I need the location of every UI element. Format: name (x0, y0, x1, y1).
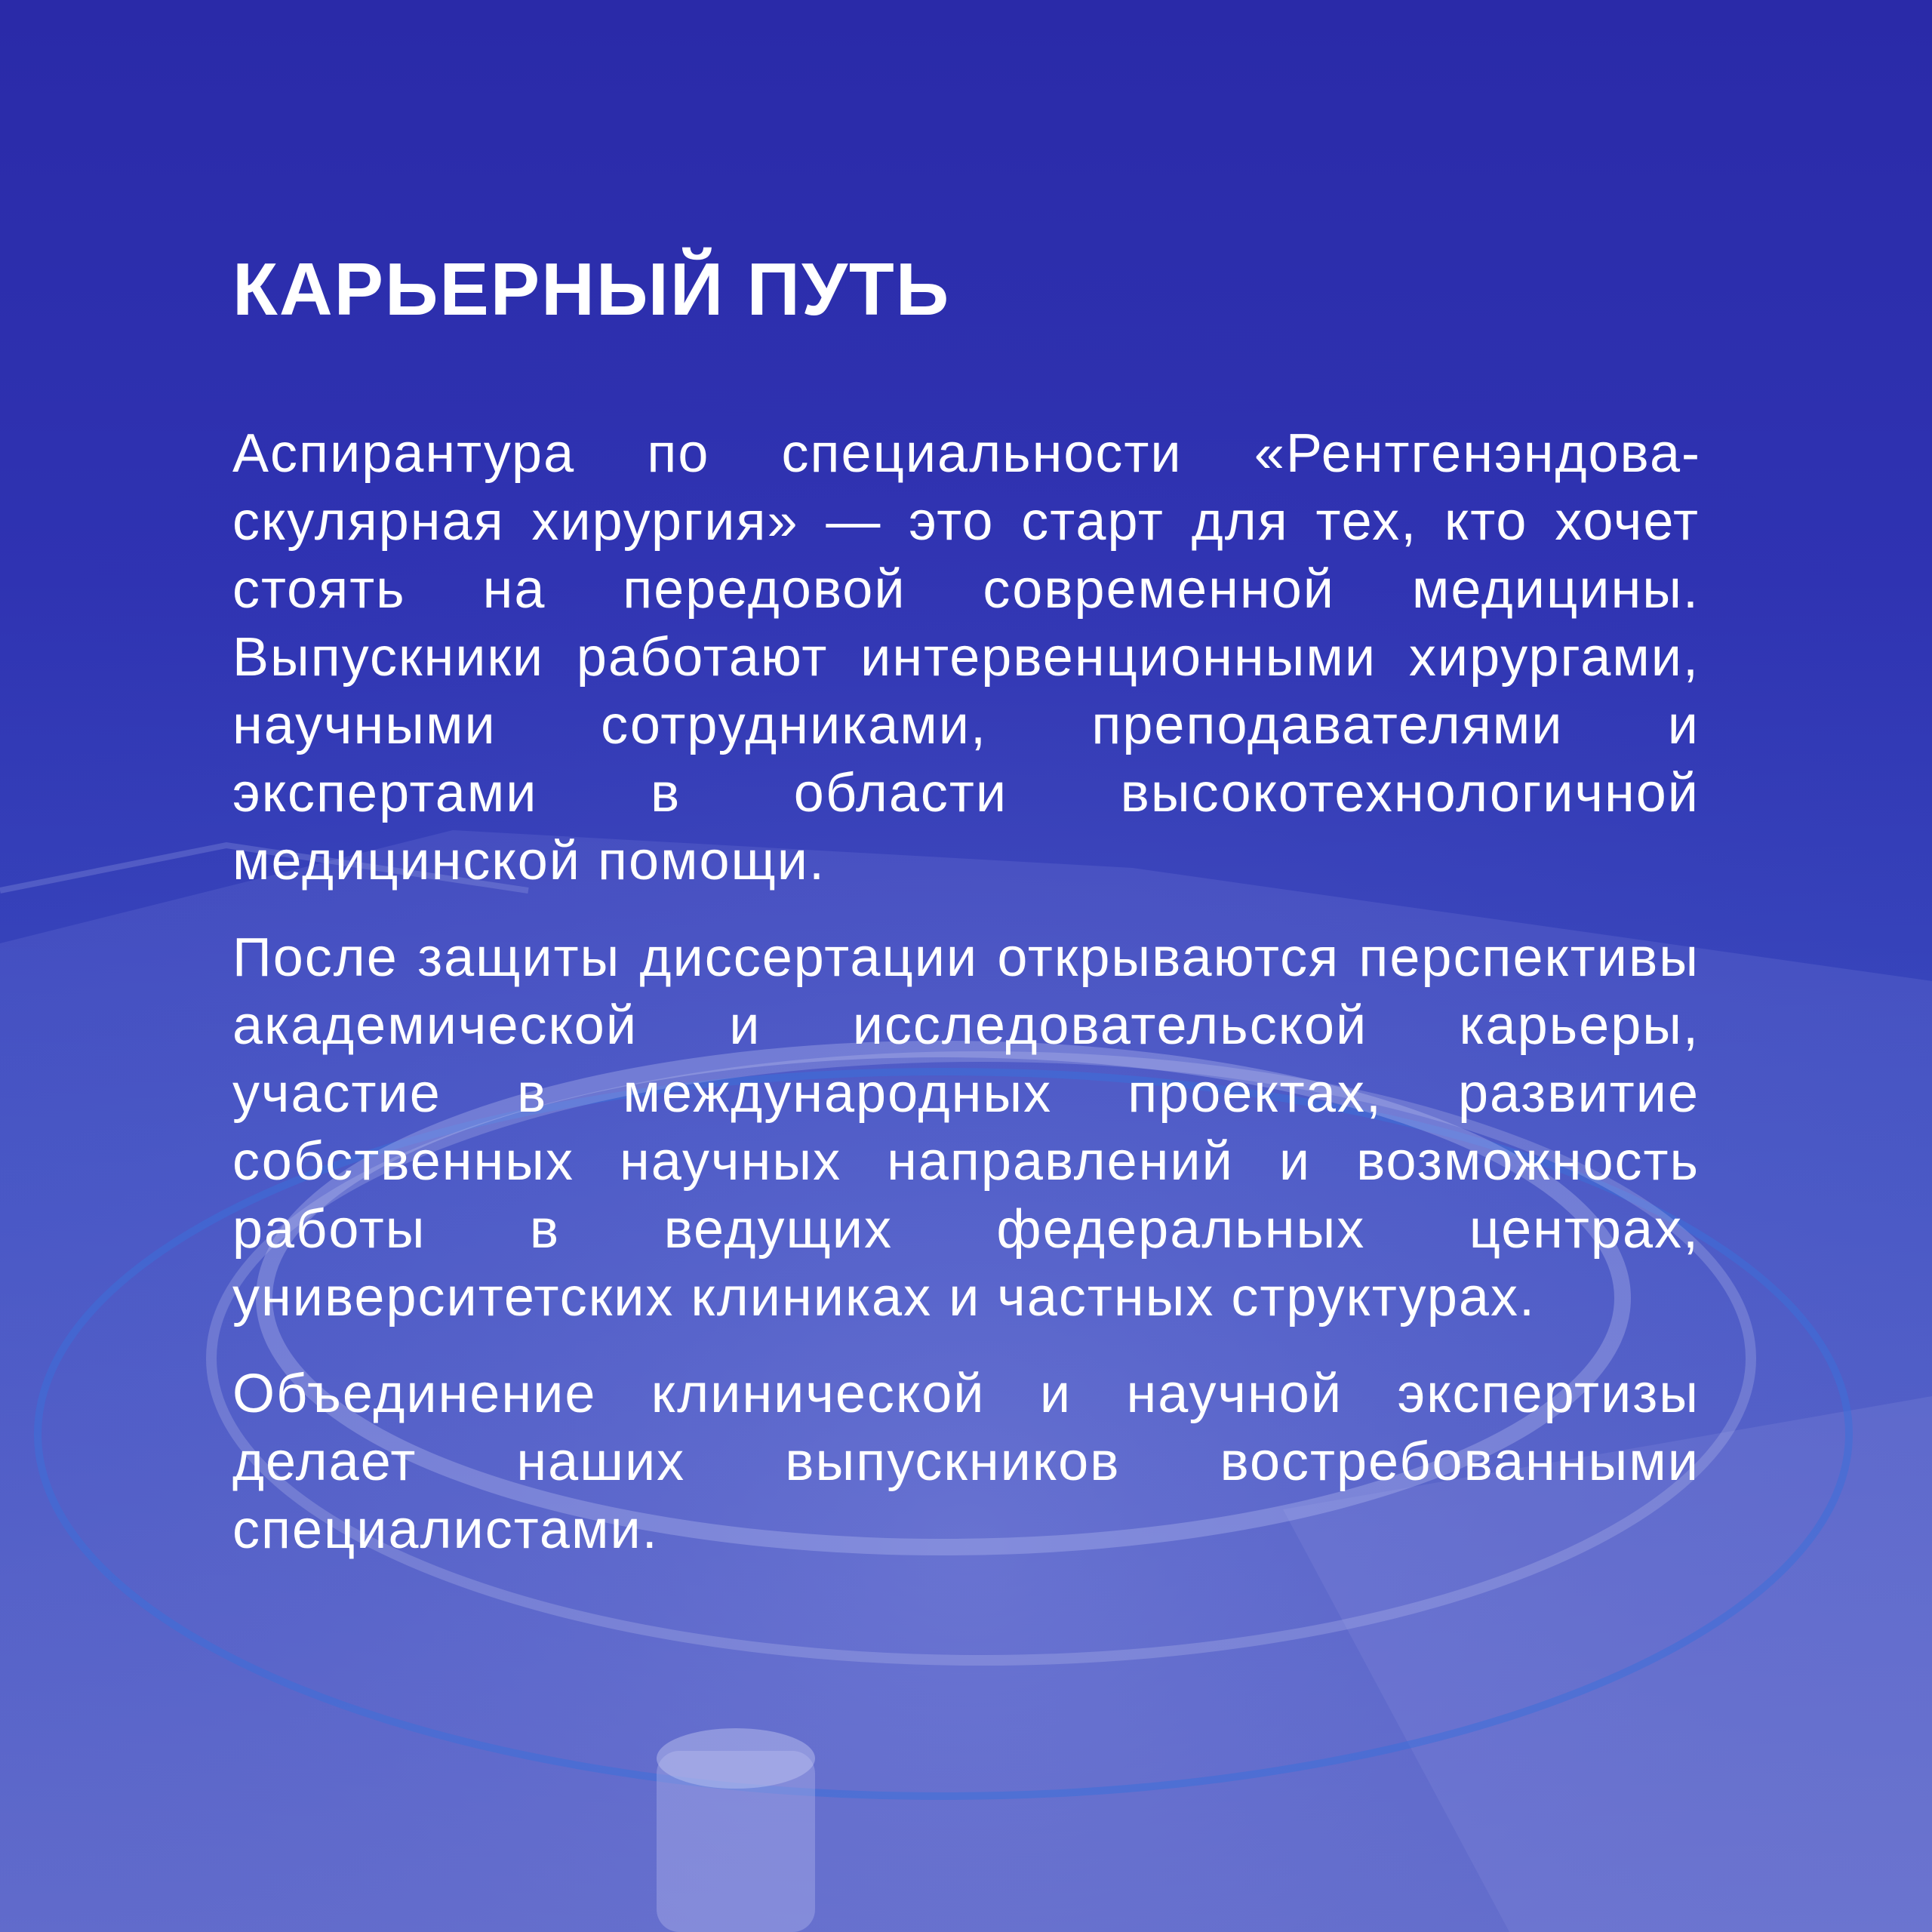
paragraph-postgraduate: Аспирантура по специальности «Рентгенэндоваскулярная хирургия» — это старт для тех, кто хочет стоять на передовой современной медицины. Выпускники работают интервенционными хирургами, научными сотрудниками, преподавателями и экспертами в области высокотехнологичной медицинской помощи. (232, 423, 1700, 891)
career-card (232, 249, 1700, 1592)
paragraph-expertise: Объединение клинической и научной экспертизы делает наших выпускников востребованными специалистами. (232, 1363, 1700, 1560)
catheter-hub-top (657, 1728, 815, 1789)
body-text (232, 420, 1700, 1564)
paragraph-after-defense: После защиты диссертации открываются перспективы академической и исследовательской карьеры, участие в международных проектах, развитие собственных научных направлений и возможность работы в ведущих федеральных центрах, университетских клиниках и частных структурах. (232, 927, 1700, 1327)
page-title: КАРЬЕРНЫЙ ПУТЬ (232, 248, 951, 331)
